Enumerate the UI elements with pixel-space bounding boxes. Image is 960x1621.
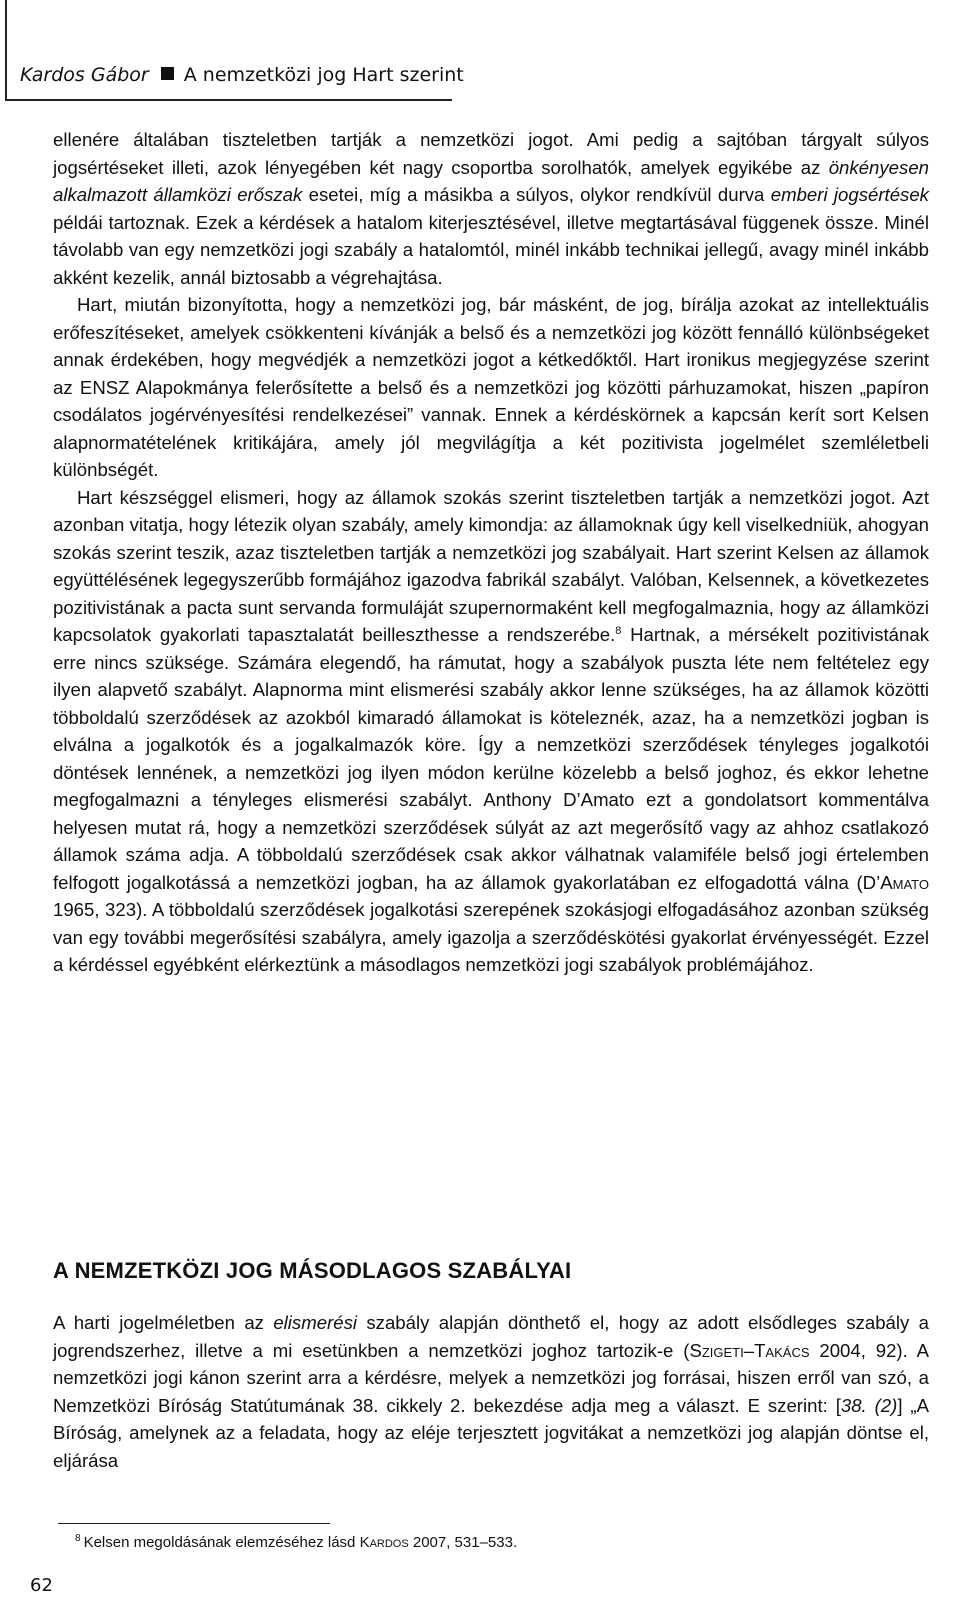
running-head-title: A nemzetközi jog Hart szerint — [183, 64, 464, 86]
header-vertical-rule — [5, 0, 7, 100]
paragraph-1: ellenére általában tiszteletben tartják a nemzetközi jogot. Ami pedig a sajtóban tárgyalt súlyos jogsértéseket illeti, azok lényegében két nagy csoportba sorolhatók, amelyek egyikébe az önkényesen alkalmazott államközi erőszak esetei, míg a másikba a súlyos, olykor rendkívül durva emberi jogsértések példái tartoznak. Ezek a kérdések a hatalom kiterjesztésével, illetve megtartásával függenek össze. Minél távolabb van egy nemzetközi jogi szabály a hatalomtól, minél inkább technikai jellegű, avagy minél inkább akként kezelik, annál biztosabb a végrehajtása. — [53, 129, 929, 288]
running-head — [20, 64, 464, 86]
header-horizontal-rule — [5, 99, 452, 101]
running-head-author: Kardos Gábor — [20, 64, 149, 86]
citation-name: D’Amato — [862, 871, 929, 893]
citation-name: Szigeti–Takács — [689, 1339, 810, 1361]
footnote-number: 8 — [75, 1533, 81, 1544]
body-text-section — [53, 1309, 929, 1474]
footnote-ref: 8 — [615, 625, 622, 637]
paragraph-3: Hart készséggel elismeri, hogy az államok szokás szerint tiszteletben tartják a nemzetközi jogot. Azt azonban vitatja, hogy létezik olyan szabály, amely kimondja: az államoknak úgy kell viselkedniük, ahogyan szokás szerint teszik, azaz tiszteletben tartják a nemzetközi jog szabályait. Hart szerint Kelsen az államok együttélésének legegyszerűbb formájához igazodva fabrikál szabályt. Valóban, Kelsennek, a következetes pozitivistának a pacta sunt servanda formuláját szupernormaként kell megfogalmaznia, hogy az államközi kapcsolatok gyakorlati tapasztalatát beilleszthesse a rendszerébe.$^8$ Hartnak, a mérsékelt pozitivistának erre nincs szüksége. Számára elegendő, ha rámutat, hogy a szabályok puszta léte nem feltételez egy ilyen alapvető szabályt. Alapnorma mint elismerési szabály akkor lenne szükséges, ha az államok közötti többoldalú szerződések az azokból kimaradó államokat is köteleznék, azaz, ha a nemzetközi jogban is elválna a jogalkotók és a jogalkalmazók köre. Így a nemzetközi szerződések tényleges jogalkotói döntések lennének, a nemzetközi jog ilyen módon kerülne közelebb a belső joghoz, és ekkor lehetne megfogalmazni a tényleges elismerési szabályt. Anthony D’Amato ezt a gondolatsort kommentálva helyesen mutat rá, hogy a nemzetközi szerződések súlyát az azt megerősítő vagy az ahhoz csatlakozó államok száma adja. A többoldalú szerződések csak akkor válhatnak valamiféle belső jogi értelemben felfogott jogalkotássá a nemzetközi jogban, ha az államok gyakorlatában ez elfogadottá válna (D’Amato 1965, 323). A többoldalú szerződések jogalkotási szerepének szokásjogi elfogadásához azonban szükség van egy további megerősítési szabályra, amely igazolja a szerződéskötési gyakorlat érvényességét. Ezzel a kérdéssel egyébként elérkeztünk a másodlagos nemzetközi jogi szabályok problémájához. — [53, 486, 929, 975]
section-heading: A NEMZETKÖZI JOG MÁSODLAGOS SZABÁLYAI — [53, 1258, 572, 1283]
footnote-rule — [58, 1523, 330, 1524]
square-bullet-icon — [161, 67, 174, 80]
citation-name: Kardos — [359, 1534, 409, 1551]
page-number: 62 — [30, 1575, 53, 1596]
paragraph-4: A harti jogelméletben az elismerési szabály alapján dönthető el, hogy az adott elsődleges szabály a jogrendszerhez, illetve a mi esetünkben a nemzetközi joghoz tartozik-e (Szigeti–Takács 2004, 92). A nemzetközi jogi kánon szerint arra a kérdésre, melyek a nemzetközi jog forrásai, hiszen erről van szó, a Nemzetközi Bíróság Statútumának 38. cikkely 2. bekezdése adja meg a választ. E szerint: [38. (2)] „A Bíróság, amelynek az a feladata, hogy az eléje terjesztett jogvitákat a nemzetközi jog alapján döntse el, eljárása — [53, 1312, 929, 1471]
body-text — [53, 126, 929, 979]
paragraph-2: Hart, miután bizonyította, hogy a nemzetközi jog, bár másként, de jog, bírálja azokat az intellektuális erőfeszítéseket, amelyek csökkenteni kívánják a belső és a nemzetközi jog között fennálló különbségeket annak érdekében, hogy megvédjék a nemzetközi jogot a kétkedőktől. Hart ironikus megjegyzése szerint az ENSZ Alapokmánya felerősítette a belső és a nemzetközi jog közötti párhuzamokat, hiszen „papíron csodálatos jogérvényesítési rendelkezései” vannak. Ennek a kérdéskörnek a kapcsán kerít sort Kelsen alapnormatételének kritikájára, amely jól megvilágítja a két pozitivista jogelmélet szemléletbeli különbségét. — [53, 294, 929, 480]
footnote: $^8$ Kelsen megoldásának elemzéséhez lásd Kardos 2007, 531–533. — [75, 1533, 518, 1551]
